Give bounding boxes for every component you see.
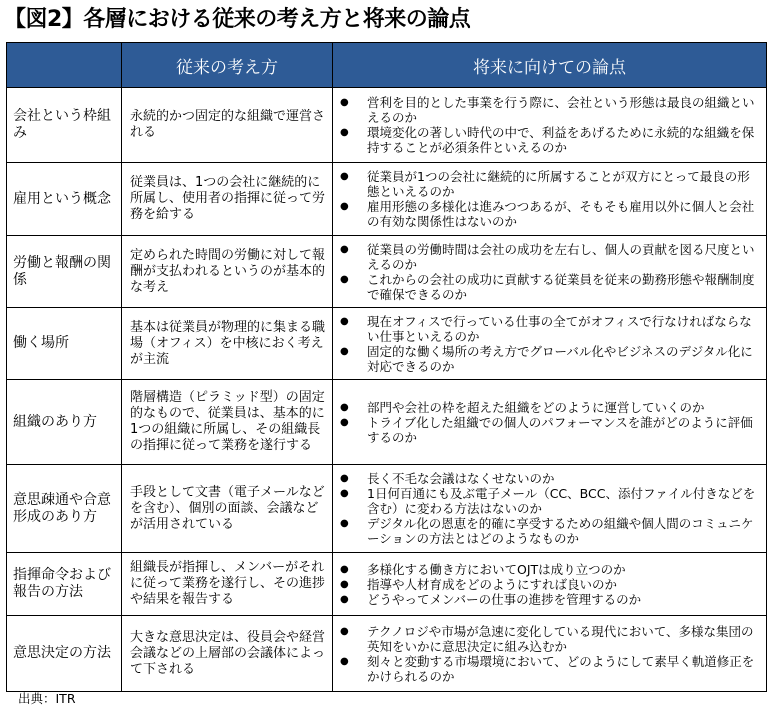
row-future-points [333, 380, 767, 465]
bullet-point: ● 指導や人材育成をどのようにすれば良いのか [337, 577, 762, 592]
bullet-point: ● 部門や会社の枠を超えた組織をどのように運営していくのか [337, 400, 762, 415]
bullet-point: ● 環境変化の著しい時代の中で、利益をあげるために永続的な組織を保持することが必須条件といえるのか [337, 125, 762, 155]
table-body [7, 88, 767, 692]
bullet-point: ● テクノロジや市場が急速に変化している現代において、多様な集団の英知をいかに意思決定に組み込むか [337, 624, 762, 654]
table-row [7, 236, 767, 308]
table-row [7, 88, 767, 163]
table-row [7, 553, 767, 616]
bullet-list [337, 400, 762, 445]
bullet-point: ● 営利を目的とした事業を行う際に、会社という形態は最良の組織といえるのか [337, 95, 762, 125]
table-row [7, 465, 767, 553]
bullet-list [337, 471, 762, 546]
header-future: 将来に向けての論点 [333, 43, 767, 88]
row-traditional-view: 手段として文書（電子メールなどを含む）、個別の面談、会議などが活用されている [122, 465, 333, 553]
row-future-points [333, 236, 767, 308]
row-traditional-view: 基本は従業員が物理的に集まる職場（オフィス）を中核におく考えが主流 [122, 308, 333, 380]
row-future-points [333, 88, 767, 163]
table-row [7, 308, 767, 380]
row-category: 意思決定の方法 [7, 616, 122, 692]
figure-title: 【図2】各層における従来の考え方と将来の論点 [4, 7, 471, 32]
row-traditional-view: 従業員は、1つの会社に継続的に所属し、使用者の指揮に従って労務を給する [122, 163, 333, 236]
row-future-points [333, 465, 767, 553]
bullet-point: ● 多様化する働き方においてOJTは成り立つのか [337, 562, 762, 577]
row-traditional-view: 階層構造（ピラミッド型）の固定的なもので、従業員は、基本的に1つの組織に所属し、その組織長の指揮に従って業務を遂行する [122, 380, 333, 465]
row-future-points [333, 553, 767, 616]
bullet-point: ● 従業員が1つの会社に継続的に所属することが双方にとって最良の形態といえるのか [337, 169, 762, 199]
bullet-point: ● トライブ化した組織での個人のパフォーマンスを誰がどのように評価するのか [337, 415, 762, 445]
bullet-point: ● どうやってメンバーの仕事の進捗を管理するのか [337, 592, 762, 607]
row-category: 意思疎通や合意形成のあり方 [7, 465, 122, 553]
row-traditional-view: 大きな意思決定は、役員会や経営会議などの上層部の会議体によって下される [122, 616, 333, 692]
row-traditional-view: 定められた時間の労働に対して報酬が支払われるというのが基本的な考え [122, 236, 333, 308]
table-row [7, 163, 767, 236]
bullet-point: ● 1日何百通にも及ぶ電子メール（CC、BCC、添付ファイル付きなどを含む）に変わる方法はないのか [337, 486, 762, 516]
row-traditional-view: 組織長が指揮し、メンバーがそれに従って業務を遂行し、その進捗や結果を報告する [122, 553, 333, 616]
table-row [7, 616, 767, 692]
row-category: 会社という枠組み [7, 88, 122, 163]
table-row [7, 380, 767, 465]
bullet-point: ● 長く不毛な会議はなくせないのか [337, 471, 762, 486]
bullet-point: ● 固定的な働く場所の考え方でグローバル化やビジネスのデジタル化に対応できるのか [337, 344, 762, 374]
bullet-list [337, 242, 762, 302]
row-future-points [333, 163, 767, 236]
header-traditional: 従来の考え方 [122, 43, 333, 88]
bullet-list [337, 314, 762, 374]
row-category: 働く場所 [7, 308, 122, 380]
row-category: 雇用という概念 [7, 163, 122, 236]
row-category: 労働と報酬の関係 [7, 236, 122, 308]
row-category: 組織のあり方 [7, 380, 122, 465]
bullet-point: ● 雇用形態の多様化は進みつつあるが、そもそも雇用以外に個人と会社の有効な関係性はないのか [337, 199, 762, 229]
bullet-point: ● デジタル化の恩恵を的確に享受するための組織や個人間のコミュニケーションの方法とはどのようなものか [337, 516, 762, 546]
table-header-row [7, 43, 767, 88]
bullet-list [337, 624, 762, 684]
bullet-point: ● 従業員の労働時間は会社の成功を左右し、個人の貢献を図る尺度といえるのか [337, 242, 762, 272]
source-note: 出典：ITR [18, 691, 76, 706]
bullet-point: ● 刻々と変動する市場環境において、どのようにして素早く軌道修正をかけられるのか [337, 654, 762, 684]
bullet-point: ● 現在オフィスで行っている仕事の全てがオフィスで行なければならない仕事といえるのか [337, 314, 762, 344]
header-blank [7, 43, 122, 88]
row-category: 指揮命令および報告の方法 [7, 553, 122, 616]
bullet-point: ● これからの会社の成功に貢献する従業員を従来の勤務形態や報酬制度で確保できるのか [337, 272, 762, 302]
bullet-list [337, 169, 762, 229]
comparison-table [6, 42, 767, 692]
bullet-list [337, 95, 762, 155]
row-future-points [333, 308, 767, 380]
row-future-points [333, 616, 767, 692]
bullet-list [337, 562, 762, 607]
row-traditional-view: 永続的かつ固定的な組織で運営される [122, 88, 333, 163]
